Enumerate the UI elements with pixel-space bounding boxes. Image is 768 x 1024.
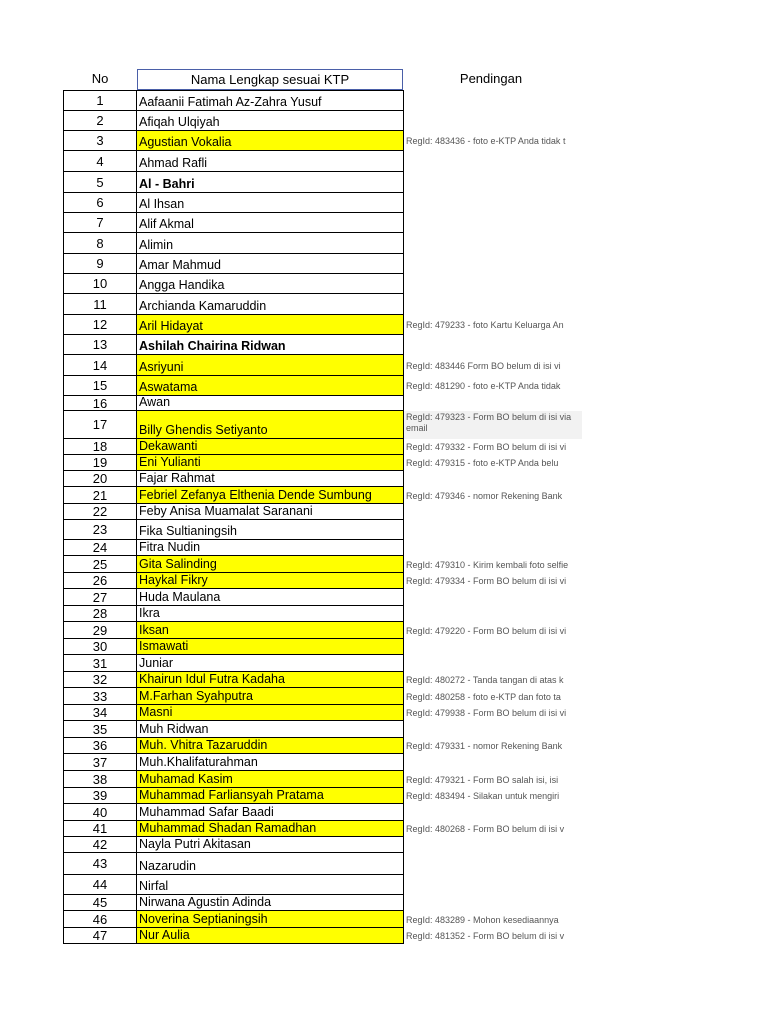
pendingan-note-cell[interactable]: RegId: 479323 - Form BO belum di isi via email bbox=[404, 411, 582, 439]
pendingan-note-cell[interactable]: RegId: 479310 - Kirim kembali foto selfie bbox=[406, 559, 569, 570]
name-cell[interactable]: Alif Akmal bbox=[137, 213, 404, 233]
table-row bbox=[63, 355, 561, 376]
name-cell[interactable]: Muh. Vhitra Tazaruddin bbox=[137, 738, 404, 754]
row-number-cell[interactable]: 22 bbox=[63, 504, 137, 520]
table-row bbox=[63, 705, 567, 721]
row-number-cell[interactable]: 44 bbox=[63, 875, 137, 895]
row-number-cell[interactable]: 15 bbox=[63, 376, 137, 396]
name-cell[interactable]: Muh Ridwan bbox=[137, 721, 404, 738]
pendingan-note-cell[interactable]: RegId: 479233 - foto Kartu Keluarga An bbox=[406, 320, 564, 330]
row-number-cell[interactable]: 7 bbox=[63, 213, 137, 233]
row-number-cell[interactable]: 26 bbox=[63, 573, 137, 589]
name-cell[interactable]: Muhamad Kasim bbox=[137, 771, 404, 788]
name-cell[interactable]: Muhammad Shadan Ramadhan bbox=[137, 821, 404, 837]
row-number-cell[interactable]: 31 bbox=[63, 655, 137, 672]
row-number-cell[interactable]: 39 bbox=[63, 788, 137, 804]
row-number-cell[interactable]: 40 bbox=[63, 804, 137, 821]
table-row bbox=[63, 233, 404, 254]
name-cell[interactable]: Aafaanii Fatimah Az-Zahra Yusuf bbox=[137, 90, 404, 111]
name-cell[interactable]: Nayla Putri Akitasan bbox=[137, 837, 404, 853]
pendingan-note-cell[interactable]: RegId: 479346 - nomor Rekening Bank bbox=[406, 490, 563, 501]
pendingan-note-cell[interactable]: RegId: 481290 - foto e-KTP Anda tidak bbox=[406, 381, 561, 391]
name-cell[interactable]: Nirwana Agustin Adinda bbox=[137, 895, 404, 911]
table-row bbox=[63, 315, 564, 335]
name-cell[interactable]: Khairun Idul Futra Kadaha bbox=[137, 672, 404, 688]
table-row bbox=[63, 540, 404, 556]
row-number-cell[interactable]: 27 bbox=[63, 589, 137, 606]
name-cell[interactable]: Fika Sultianingsih bbox=[137, 520, 404, 540]
row-number-cell[interactable]: 21 bbox=[63, 487, 137, 504]
row-number-cell[interactable]: 34 bbox=[63, 705, 137, 721]
row-number-cell[interactable]: 18 bbox=[63, 439, 137, 455]
name-cell[interactable]: Alimin bbox=[137, 233, 404, 254]
row-number-cell[interactable]: 24 bbox=[63, 540, 137, 556]
table-row bbox=[63, 837, 404, 853]
table-row bbox=[63, 131, 566, 151]
row-number-cell[interactable]: 30 bbox=[63, 639, 137, 655]
table-row bbox=[63, 455, 559, 471]
table-row bbox=[63, 589, 404, 606]
pendingan-note-cell[interactable]: RegId: 480272 - Tanda tangan di atas k bbox=[406, 675, 564, 685]
name-cell[interactable]: Ahmad Rafli bbox=[137, 151, 404, 172]
header-pendingan[interactable]: Pendingan bbox=[459, 71, 523, 86]
table-row bbox=[63, 411, 572, 439]
row-number-cell[interactable]: 32 bbox=[63, 672, 137, 688]
table-row bbox=[63, 875, 404, 895]
row-number-cell[interactable]: 11 bbox=[63, 294, 137, 315]
table-row bbox=[63, 213, 404, 233]
pendingan-note-cell[interactable]: RegId: 483446 Form BO belum di isi vi bbox=[406, 360, 561, 371]
table-row bbox=[63, 788, 560, 804]
name-cell[interactable]: Fitra Nudin bbox=[137, 540, 404, 556]
name-cell[interactable]: Nazarudin bbox=[137, 853, 404, 875]
name-cell[interactable]: Muhammad Safar Baadi bbox=[137, 804, 404, 821]
table-row bbox=[63, 254, 404, 274]
name-cell[interactable]: Feby Anisa Muamalat Saranani bbox=[137, 504, 404, 520]
row-number-cell[interactable]: 1 bbox=[63, 90, 137, 111]
name-cell[interactable]: Febriel Zefanya Elthenia Dende Sumbung bbox=[137, 487, 404, 504]
table-row bbox=[63, 754, 404, 771]
name-cell[interactable]: Masni bbox=[137, 705, 404, 721]
table-row bbox=[63, 688, 561, 705]
name-cell[interactable]: Asriyuni bbox=[137, 355, 404, 376]
name-cell[interactable]: Archianda Kamaruddin bbox=[137, 294, 404, 315]
table-row bbox=[63, 294, 404, 315]
table-row bbox=[63, 721, 404, 738]
name-cell[interactable]: Juniar bbox=[137, 655, 404, 672]
table-row bbox=[63, 193, 404, 213]
table-row bbox=[63, 439, 567, 455]
table-row bbox=[63, 771, 559, 788]
row-number-cell[interactable]: 9 bbox=[63, 254, 137, 274]
table-row bbox=[63, 573, 567, 589]
row-number-cell[interactable]: 43 bbox=[63, 853, 137, 875]
name-cell[interactable]: Nirfal bbox=[137, 875, 404, 895]
name-cell[interactable]: Fajar Rahmat bbox=[137, 471, 404, 487]
row-number-cell[interactable]: 16 bbox=[63, 396, 137, 411]
table-row bbox=[63, 606, 404, 622]
name-cell[interactable]: M.Farhan Syahputra bbox=[137, 688, 404, 705]
table-row bbox=[63, 396, 404, 411]
row-number-cell[interactable]: 5 bbox=[63, 172, 137, 193]
name-cell[interactable]: Al - Bahri bbox=[137, 172, 404, 193]
row-number-cell[interactable]: 28 bbox=[63, 606, 137, 622]
row-number-cell[interactable]: 46 bbox=[63, 911, 137, 928]
row-number-cell[interactable]: 12 bbox=[63, 315, 137, 335]
table-row bbox=[63, 335, 404, 355]
pendingan-note-cell[interactable]: RegId: 483436 - foto e-KTP Anda tidak t bbox=[406, 136, 566, 146]
row-number-cell[interactable]: 42 bbox=[63, 837, 137, 853]
row-number-cell[interactable]: 36 bbox=[63, 738, 137, 754]
row-number-cell[interactable]: 38 bbox=[63, 771, 137, 788]
table-row bbox=[63, 738, 563, 754]
name-cell[interactable]: Eni Yulianti bbox=[137, 455, 404, 471]
row-number-cell[interactable]: 35 bbox=[63, 721, 137, 738]
table-row bbox=[63, 111, 404, 131]
table-row bbox=[63, 672, 564, 688]
table-row bbox=[63, 274, 404, 294]
row-number-cell[interactable]: 25 bbox=[63, 556, 137, 573]
table-row bbox=[63, 911, 559, 928]
table-row bbox=[63, 151, 404, 172]
row-number-cell[interactable]: 19 bbox=[63, 455, 137, 471]
header-nama-lengkap[interactable]: Nama Lengkap sesuai KTP bbox=[137, 69, 403, 90]
row-number-cell[interactable]: 6 bbox=[63, 193, 137, 213]
row-number-cell[interactable]: 47 bbox=[63, 928, 137, 944]
name-cell[interactable]: Dekawanti bbox=[137, 439, 404, 455]
row-number-cell[interactable]: 23 bbox=[63, 520, 137, 540]
pendingan-note-cell[interactable]: RegId: 479220 - Form BO belum di isi vi bbox=[406, 625, 567, 636]
name-cell[interactable]: Amar Mahmud bbox=[137, 254, 404, 274]
row-number-cell[interactable]: 37 bbox=[63, 754, 137, 771]
row-number-cell[interactable]: 29 bbox=[63, 622, 137, 639]
pendingan-note-cell[interactable]: RegId: 479334 - Form BO belum di isi vi bbox=[406, 576, 567, 586]
header-no[interactable]: No bbox=[91, 71, 109, 86]
table-row bbox=[63, 895, 404, 911]
table-row bbox=[63, 639, 404, 655]
table-row bbox=[63, 821, 565, 837]
name-cell[interactable]: Ashilah Chairina Ridwan bbox=[137, 335, 404, 355]
name-cell[interactable]: Ismawati bbox=[137, 639, 404, 655]
row-number-cell[interactable]: 14 bbox=[63, 355, 137, 376]
table-row bbox=[63, 655, 404, 672]
table-row bbox=[63, 556, 569, 573]
name-cell[interactable]: Ikra bbox=[137, 606, 404, 622]
table-row bbox=[63, 504, 404, 520]
row-number-cell[interactable]: 17 bbox=[63, 411, 137, 439]
pendingan-note-cell[interactable]: RegId: 479332 - Form BO belum di isi vi bbox=[406, 442, 567, 452]
pendingan-note-cell[interactable]: RegId: 480258 - foto e-KTP dan foto ta bbox=[406, 691, 561, 702]
pendingan-note-cell[interactable]: RegId: 483289 - Mohon kesediaannya bbox=[406, 914, 559, 925]
name-cell[interactable]: Aril Hidayat bbox=[137, 315, 404, 335]
row-number-cell[interactable]: 3 bbox=[63, 131, 137, 151]
row-number-cell[interactable]: 4 bbox=[63, 151, 137, 172]
pendingan-note-cell[interactable]: RegId: 479315 - foto e-KTP Anda belu bbox=[406, 458, 559, 468]
row-number-cell[interactable]: 45 bbox=[63, 895, 137, 911]
pendingan-note-cell[interactable]: RegId: 481352 - Form BO belum di isi v bbox=[406, 931, 565, 941]
table-row bbox=[63, 376, 561, 396]
name-cell[interactable]: Billy Ghendis Setiyanto bbox=[137, 411, 404, 439]
table-row bbox=[63, 471, 404, 487]
table-row bbox=[63, 487, 563, 504]
row-number-cell[interactable]: 2 bbox=[63, 111, 137, 131]
name-cell[interactable]: Muhammad Farliansyah Pratama bbox=[137, 788, 404, 804]
name-cell[interactable]: Huda Maulana bbox=[137, 589, 404, 606]
table-row bbox=[63, 928, 565, 944]
name-cell[interactable]: Nur Aulia bbox=[137, 928, 404, 944]
row-number-cell[interactable]: 8 bbox=[63, 233, 137, 254]
name-cell[interactable]: Noverina Septianingsih bbox=[137, 911, 404, 928]
row-number-cell[interactable]: 10 bbox=[63, 274, 137, 294]
row-number-cell[interactable]: 33 bbox=[63, 688, 137, 705]
name-cell[interactable]: Aswatama bbox=[137, 376, 404, 396]
table-row bbox=[63, 90, 404, 111]
table-row bbox=[63, 520, 404, 540]
name-cell[interactable]: Afiqah Ulqiyah bbox=[137, 111, 404, 131]
pendingan-note-cell[interactable]: RegId: 479938 - Form BO belum di isi vi bbox=[406, 708, 567, 718]
name-cell[interactable]: Haykal Fikry bbox=[137, 573, 404, 589]
row-number-cell[interactable]: 41 bbox=[63, 821, 137, 837]
pendingan-note-cell[interactable]: RegId: 480268 - Form BO belum di isi v bbox=[406, 824, 565, 834]
pendingan-note-cell[interactable]: RegId: 479331 - nomor Rekening Bank bbox=[406, 741, 563, 751]
name-cell[interactable]: Muh.Khalifaturahman bbox=[137, 754, 404, 771]
name-cell[interactable]: Angga Handika bbox=[137, 274, 404, 294]
row-number-cell[interactable]: 20 bbox=[63, 471, 137, 487]
name-cell[interactable]: Awan bbox=[137, 396, 404, 411]
name-cell[interactable]: Agustian Vokalia bbox=[137, 131, 404, 151]
table-row bbox=[63, 853, 404, 875]
name-cell[interactable]: Gita Salinding bbox=[137, 556, 404, 573]
table-row bbox=[63, 804, 404, 821]
row-number-cell[interactable]: 13 bbox=[63, 335, 137, 355]
table-row bbox=[63, 622, 567, 639]
name-cell[interactable]: Al Ihsan bbox=[137, 193, 404, 213]
table-row bbox=[63, 172, 404, 193]
pendingan-note-cell[interactable]: RegId: 483494 - Silakan untuk mengiri bbox=[406, 791, 560, 801]
name-cell[interactable]: Iksan bbox=[137, 622, 404, 639]
pendingan-note-cell[interactable]: RegId: 479321 - Form BO salah isi, isi bbox=[406, 774, 559, 785]
